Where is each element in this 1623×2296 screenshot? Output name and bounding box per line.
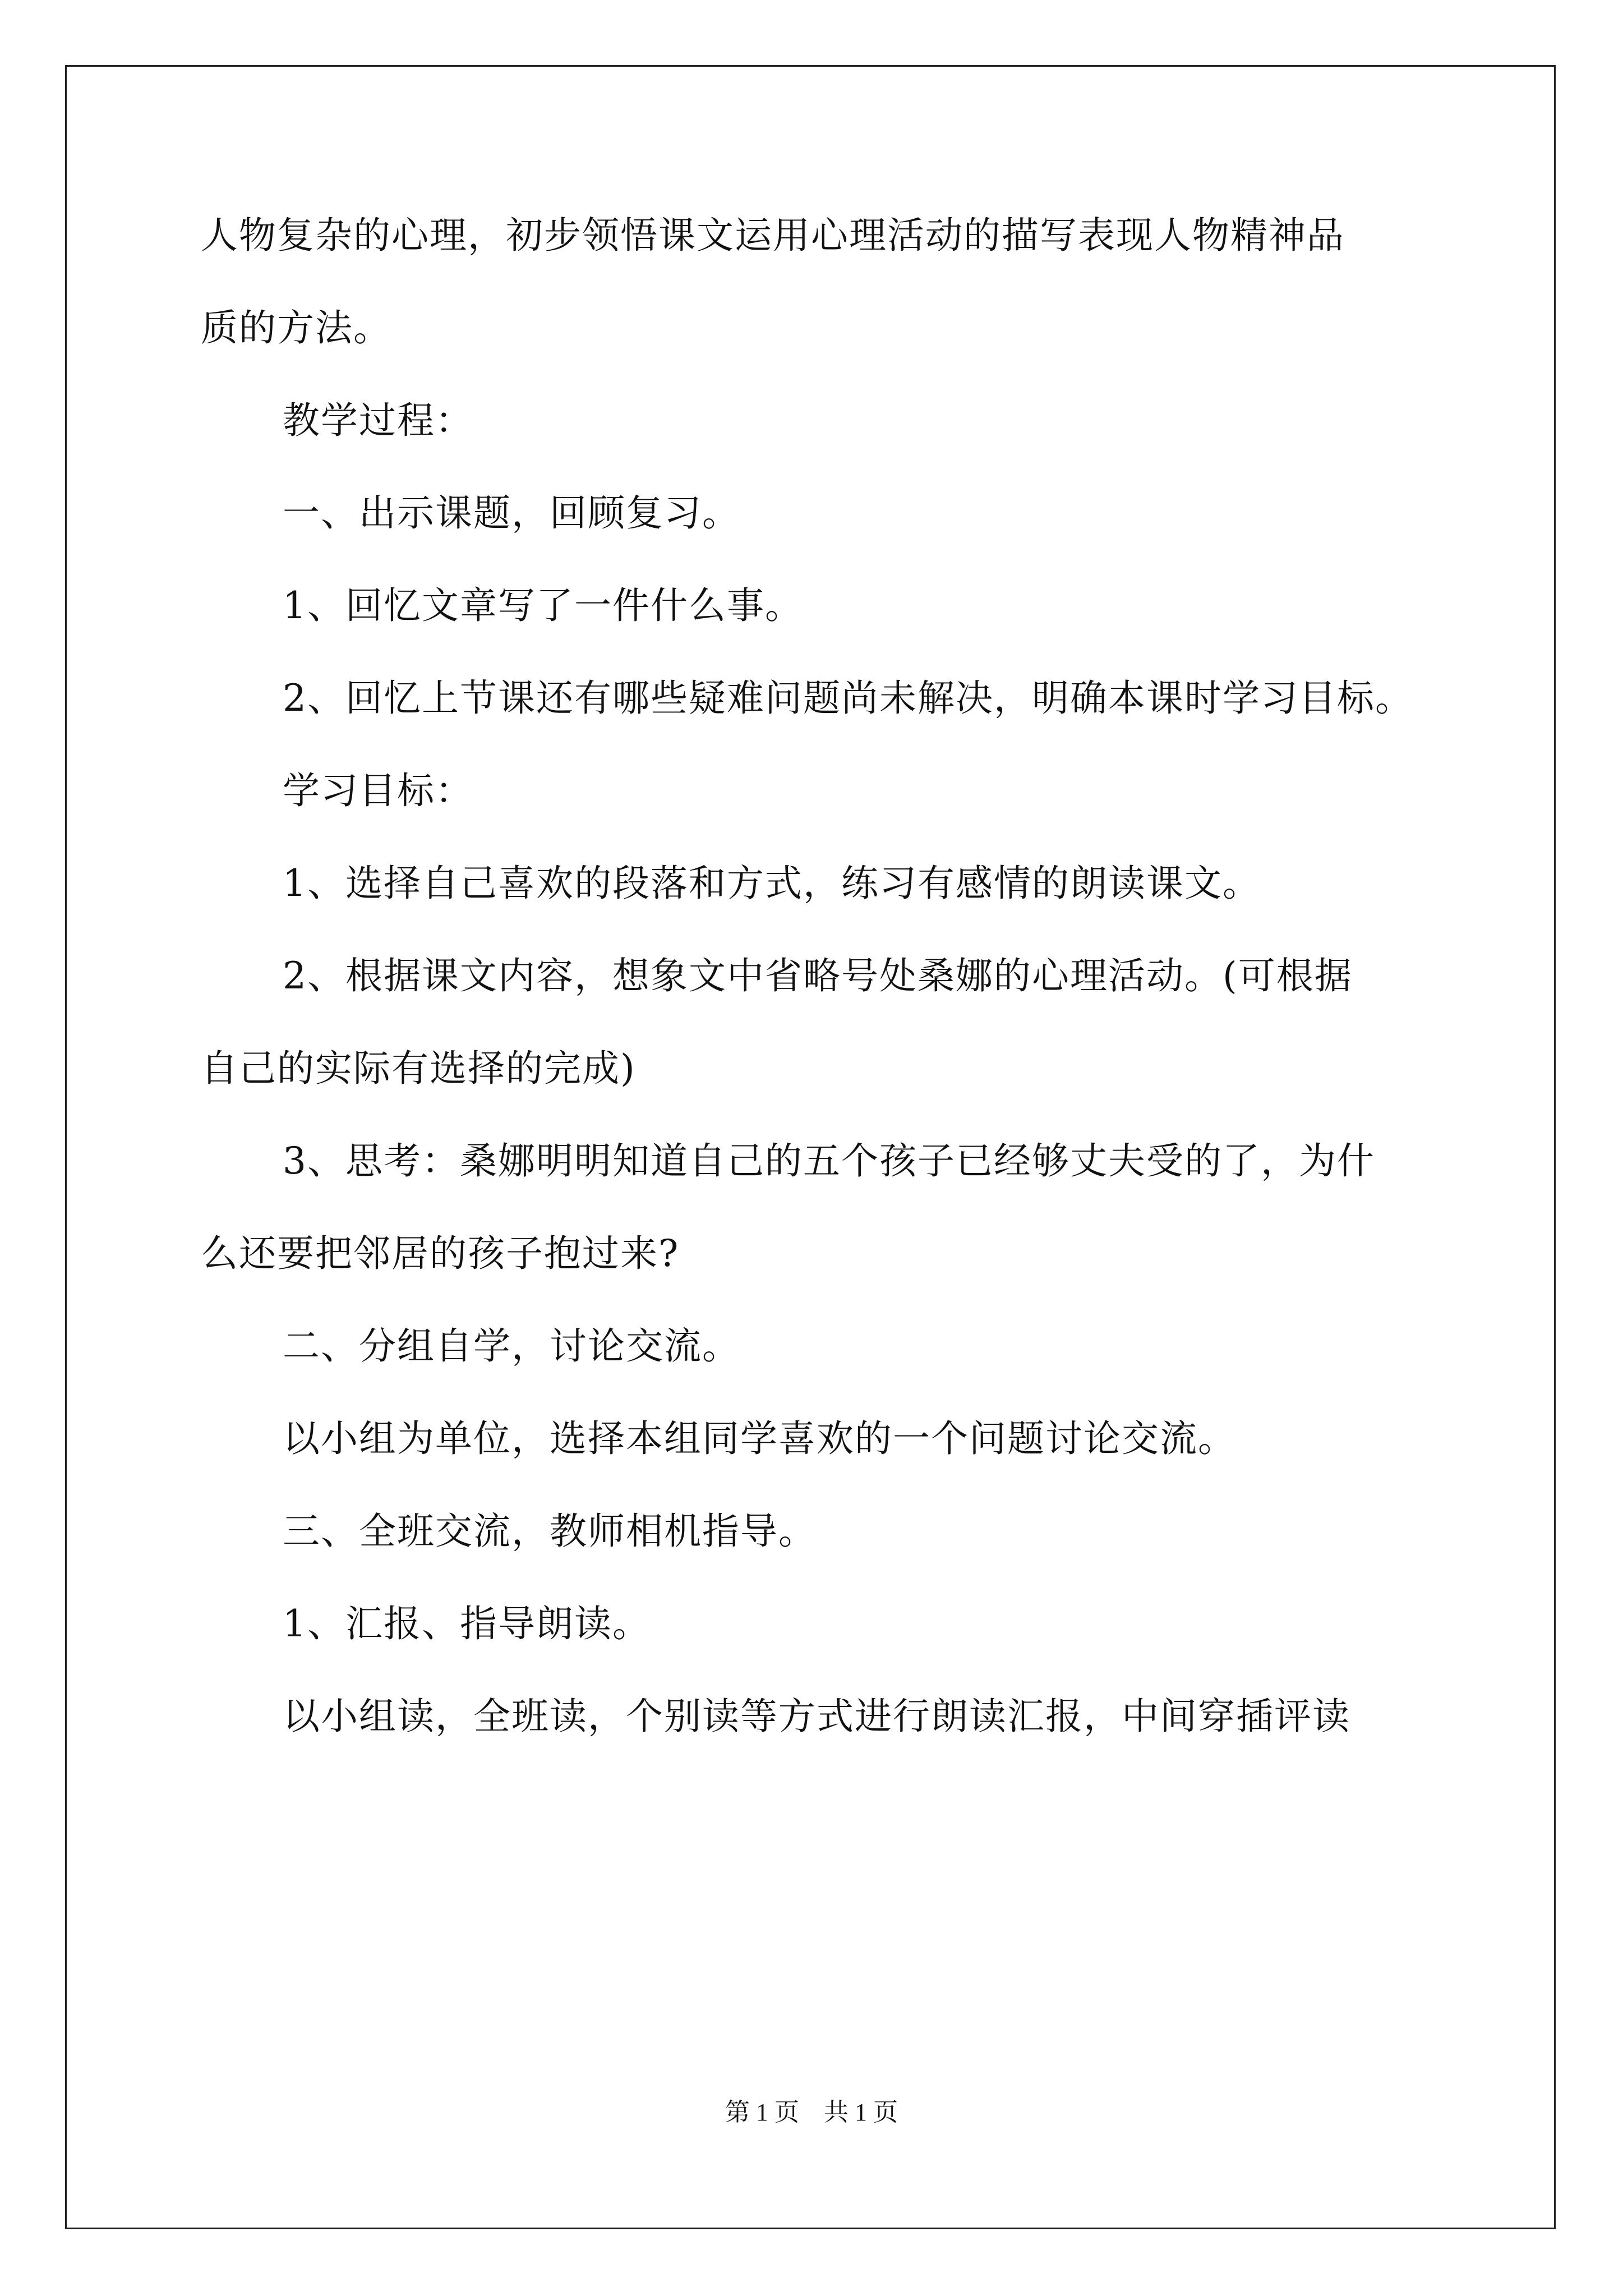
section-heading: 三、全班交流，教师相机指导。 [283, 1510, 817, 1553]
paragraph-line: 人物复杂的心理，初步领悟课文运用心理活动的描写表现人物精神品 [201, 214, 1345, 257]
paragraph-line: 以小组为单位，选择本组同学喜欢的一个问题讨论交流。 [283, 1417, 1236, 1460]
list-item: 1、选择自己喜欢的段落和方式，练习有感情的朗读课文。 [283, 862, 1261, 905]
section-heading: 二、分组自学，讨论交流。 [283, 1324, 740, 1368]
section-label: 学习目标： [283, 769, 473, 812]
list-item: 1、回忆文章写了一件什么事。 [283, 584, 803, 627]
paragraph-line: 么还要把邻居的孩子抱过来? [201, 1232, 680, 1275]
page-number-footer: 第 1 页 共 1 页 [725, 2099, 898, 2126]
section-heading: 一、出示课题，回顾复习。 [283, 491, 740, 535]
list-item: 2、根据课文内容，想象文中省略号处桑娜的心理活动。(可根据 [283, 954, 1353, 997]
list-item: 1、汇报、指导朗读。 [283, 1602, 651, 1645]
paragraph-line: 质的方法。 [201, 306, 391, 349]
paragraph-line: 自己的实际有选择的完成) [201, 1047, 636, 1090]
section-label: 教学过程： [283, 399, 473, 442]
list-item: 2、回忆上节课还有哪些疑难问题尚未解决，明确本课时学习目标。 [283, 677, 1413, 720]
list-item: 3、思考：桑娜明明知道自己的五个孩子已经够丈夫受的了，为什 [283, 1139, 1375, 1182]
paragraph-line: 以小组读，全班读，个别读等方式进行朗读汇报，中间穿插评读 [283, 1695, 1350, 1738]
